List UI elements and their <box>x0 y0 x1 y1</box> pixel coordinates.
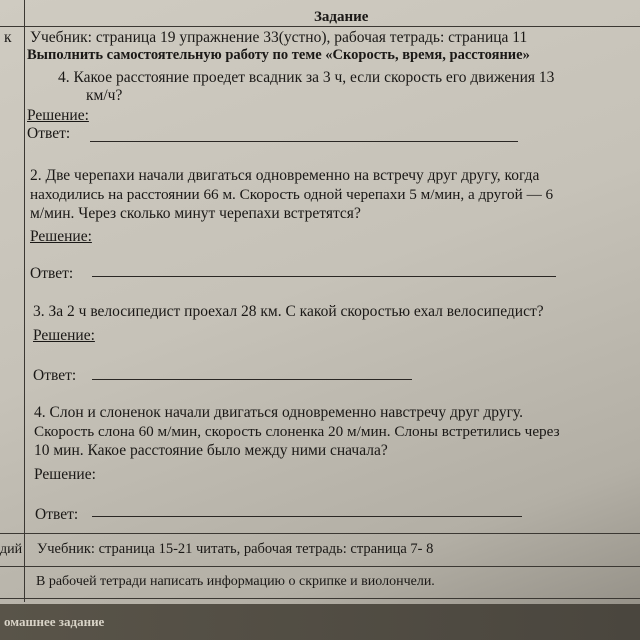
problem-2-solution-label: Решение: <box>30 228 92 245</box>
problem-1-solution-label: Решение: <box>27 107 89 124</box>
left-column-fragment: к <box>4 29 12 46</box>
row3-workbook-assignment: В рабочей тетради написать информацию о скрипке и виолончели. <box>36 574 435 589</box>
problem-1-answer-label: Ответ: <box>27 125 71 142</box>
row2-bottom-border <box>0 566 640 567</box>
problem-3-line-1: 3. За 2 ч велосипедист проехал 28 км. С какой скоростью ехал велосипедист? <box>33 303 544 320</box>
problem-2-line-3: м/мин. Через сколько минут черепахи встретятся? <box>30 205 361 222</box>
problem-2-line-1: 2. Две черепахи начали двигаться одновременно на встречу друг другу, когда <box>30 167 540 184</box>
problem-2-line-2: находились на расстоянии 66 м. Скорость одной черепахи 5 м/мин, а другой — 6 <box>30 186 554 203</box>
task-title: Выполнить самостоятельную работу по теме «Скорость, время, расстояние» <box>27 47 530 63</box>
row2-left-fragment: дий <box>0 542 23 557</box>
problem-2-answer-label: Ответ: <box>30 265 74 282</box>
problem-4-line-1: 4. Слон и слоненок начали двигаться одновременно навстречу друг другу. <box>34 404 524 421</box>
problem-1-line-1: 4. Какое расстояние проедет всадник за 3 ч, если скорость его движения 13 <box>58 69 555 86</box>
table-header-title: Задание <box>314 9 369 25</box>
problem-1-answer-line[interactable] <box>90 141 518 142</box>
problem-1-line-2: км/ч? <box>86 87 123 104</box>
row1-bottom-border <box>0 533 640 534</box>
row2-reading-assignment: Учебник: страница 15-21 читать, рабочая тетрадь: страница 7- 8 <box>37 541 434 557</box>
problem-4-solution-label: Решение: <box>34 466 96 483</box>
problem-4-answer-label: Ответ: <box>35 506 79 523</box>
problem-4-line-2: Скорость слона 60 м/мин, скорость слоненка 20 м/мин. Слоны встретились через <box>34 423 560 440</box>
table-left-border <box>24 0 25 602</box>
footer-homework-label: омашнее задание <box>4 614 105 629</box>
problem-3-solution-label: Решение: <box>33 327 95 344</box>
problem-3-answer-label: Ответ: <box>33 367 77 384</box>
row3-bottom-border <box>0 598 640 599</box>
problem-4-line-3: 10 мин. Какое расстояние было между ними сначала? <box>34 442 388 459</box>
problem-4-answer-line[interactable] <box>92 516 522 517</box>
textbook-assignment: Учебник: страница 19 упражнение 33(устно), рабочая тетрадь: страница 11 <box>30 29 528 46</box>
problem-2-answer-line[interactable] <box>92 276 556 277</box>
problem-3-answer-line[interactable] <box>92 379 412 380</box>
